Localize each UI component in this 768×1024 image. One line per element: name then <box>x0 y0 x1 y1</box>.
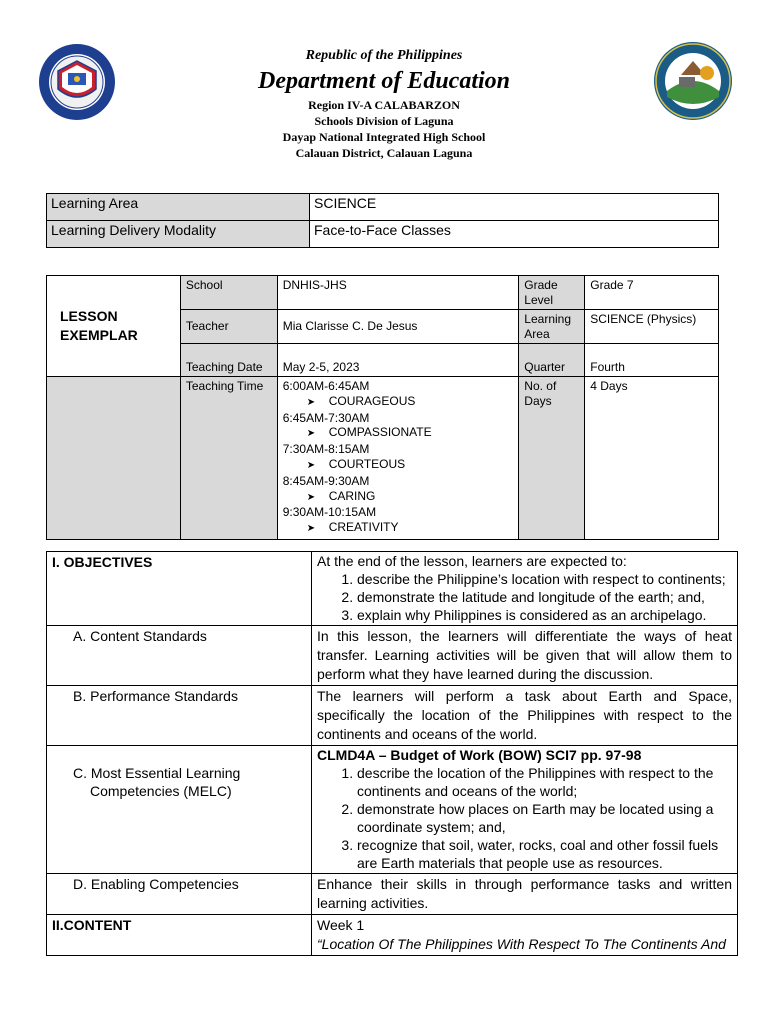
session-time: 6:45AM-7:30AM <box>282 410 370 425</box>
list-item: 1. describe the Philippine’s location with respect to continents; <box>357 570 732 588</box>
learning-area-value: SCIENCE <box>310 194 719 221</box>
division-line: Schools Division of Laguna <box>314 114 454 128</box>
table-row <box>47 221 719 248</box>
objectives-list <box>317 570 732 624</box>
quarter-label: Quarter <box>519 344 585 377</box>
teaching-date-label: Teaching Date <box>180 344 277 377</box>
teacher-value: Mia Clarisse C. De Jesus <box>277 310 519 344</box>
grade-level-value: Grade 7 <box>585 276 719 310</box>
performance-standards-label: B. Performance Standards <box>47 686 312 746</box>
session-section <box>283 457 514 474</box>
teaching-time-schedule <box>277 377 519 540</box>
table-row <box>47 194 719 221</box>
list-item: 2. demonstrate how places on Earth may be located using a coordinate system; and, <box>357 800 732 836</box>
district-line: Calauan District, Calauan Laguna <box>295 146 473 160</box>
arrow-bullet-icon: ➤ <box>306 428 316 440</box>
session-section <box>283 394 514 411</box>
content-standards-text: In this lesson, the learners will differentiate the ways of heat transfer. Learning activities will be given that will allow them to perform what they have learned during the discussion. <box>312 626 738 686</box>
melc-label <box>47 746 312 874</box>
department-heading: Department of Education <box>257 68 510 94</box>
arrow-bullet-icon: ➤ <box>306 491 316 503</box>
session-time: 8:45AM-9:30AM <box>282 473 370 488</box>
objectives-intro: At the end of the lesson, learners are expected to: <box>317 553 627 569</box>
objectives-cell <box>312 552 738 626</box>
section-name: COMPASSIONATE <box>328 425 432 440</box>
section-name: COURTEOUS <box>328 456 406 471</box>
section-name: COURAGEOUS <box>328 393 416 408</box>
quarter-value: Fourth <box>585 344 719 377</box>
section-name: CARING <box>328 488 376 503</box>
teaching-date-value: May 2-5, 2023 <box>277 344 519 377</box>
enabling-competencies-text: Enhance their skills in through performance tasks and written learning activities. <box>312 874 738 915</box>
lesson-exemplar-title <box>47 276 181 377</box>
table-row <box>47 686 738 746</box>
session-time: 6:00AM-6:45AM <box>282 379 370 393</box>
content-standards-label: A. Content Standards <box>47 626 312 686</box>
teaching-time-label: Teaching Time <box>180 377 277 540</box>
arrow-bullet-icon: ➤ <box>306 523 316 535</box>
objectives-label: I. OBJECTIVES <box>47 552 312 626</box>
content-label: II.CONTENT <box>47 915 312 956</box>
table-row <box>47 552 738 626</box>
days-label: No. of Days <box>519 377 585 540</box>
session-time: 9:30AM-10:15AM <box>282 505 377 520</box>
arrow-bullet-icon: ➤ <box>306 459 316 471</box>
table-row <box>47 276 719 310</box>
grade-level-label: Grade Level <box>519 276 585 310</box>
modality-value: Face-to-Face Classes <box>310 221 719 248</box>
blank-cell <box>47 377 181 540</box>
section-name: CREATIVITY <box>328 520 399 535</box>
republic-heading: Republic of the Philippines <box>305 48 463 63</box>
table-row <box>47 377 719 540</box>
learning-area-label: Learning Area <box>47 194 310 221</box>
table-row <box>47 874 738 915</box>
lesson-exemplar-text: LESSON EXEMPLAR <box>60 308 138 343</box>
subject-area-label: Learning Area <box>519 310 585 344</box>
list-item: 3. explain why Philippines is considered as an archipelago. <box>357 606 732 624</box>
subject-area-value: SCIENCE (Physics) <box>585 310 719 344</box>
performance-standards-text: The learners will perform a task about Earth and Space, specifically the location of the Philippines with respect to the continents and oceans of the world. <box>312 686 738 746</box>
melc-cell <box>312 746 738 874</box>
table-row <box>47 746 738 874</box>
session-section <box>283 425 514 442</box>
school-label: School <box>180 276 277 310</box>
content-cell <box>312 915 738 956</box>
table-row <box>47 915 738 956</box>
modality-label: Learning Delivery Modality <box>47 221 310 248</box>
lesson-exemplar-table <box>46 275 719 540</box>
learning-info-table <box>46 193 719 248</box>
session-section <box>283 489 514 506</box>
list-item: 1. describe the location of the Philippines with respect to the continents and oceans of the world; <box>357 764 732 800</box>
content-title: “Location Of The Philippines With Respect To The Continents And <box>317 936 726 952</box>
teacher-label: Teacher <box>180 310 277 344</box>
list-item: 3. recognize that soil, water, rocks, coal and other fossil fuels are Earth materials that people use as resources. <box>357 836 732 872</box>
school-line: Dayap National Integrated High School <box>282 130 486 144</box>
melc-label-line-1: C. Most Essential Learning <box>73 765 241 781</box>
melc-list <box>317 764 732 872</box>
school-value: DNHIS-JHS <box>277 276 519 310</box>
session-time: 7:30AM-8:15AM <box>282 442 370 457</box>
session-section <box>283 520 514 537</box>
content-week: Week 1 <box>317 917 365 933</box>
melc-label-line-2: Competencies (MELC) <box>90 783 232 799</box>
enabling-competencies-label: D. Enabling Competencies <box>47 874 312 915</box>
list-item: 2. demonstrate the latitude and longitude of the earth; and, <box>357 588 732 606</box>
days-value: 4 Days <box>585 377 719 540</box>
table-row <box>47 626 738 686</box>
lesson-plan-table <box>46 551 738 956</box>
melc-heading: CLMD4A – Budget of Work (BOW) SCI7 pp. 97-98 <box>317 747 642 763</box>
region-line: Region IV-A CALABARZON <box>308 98 460 112</box>
arrow-bullet-icon: ➤ <box>306 396 316 408</box>
